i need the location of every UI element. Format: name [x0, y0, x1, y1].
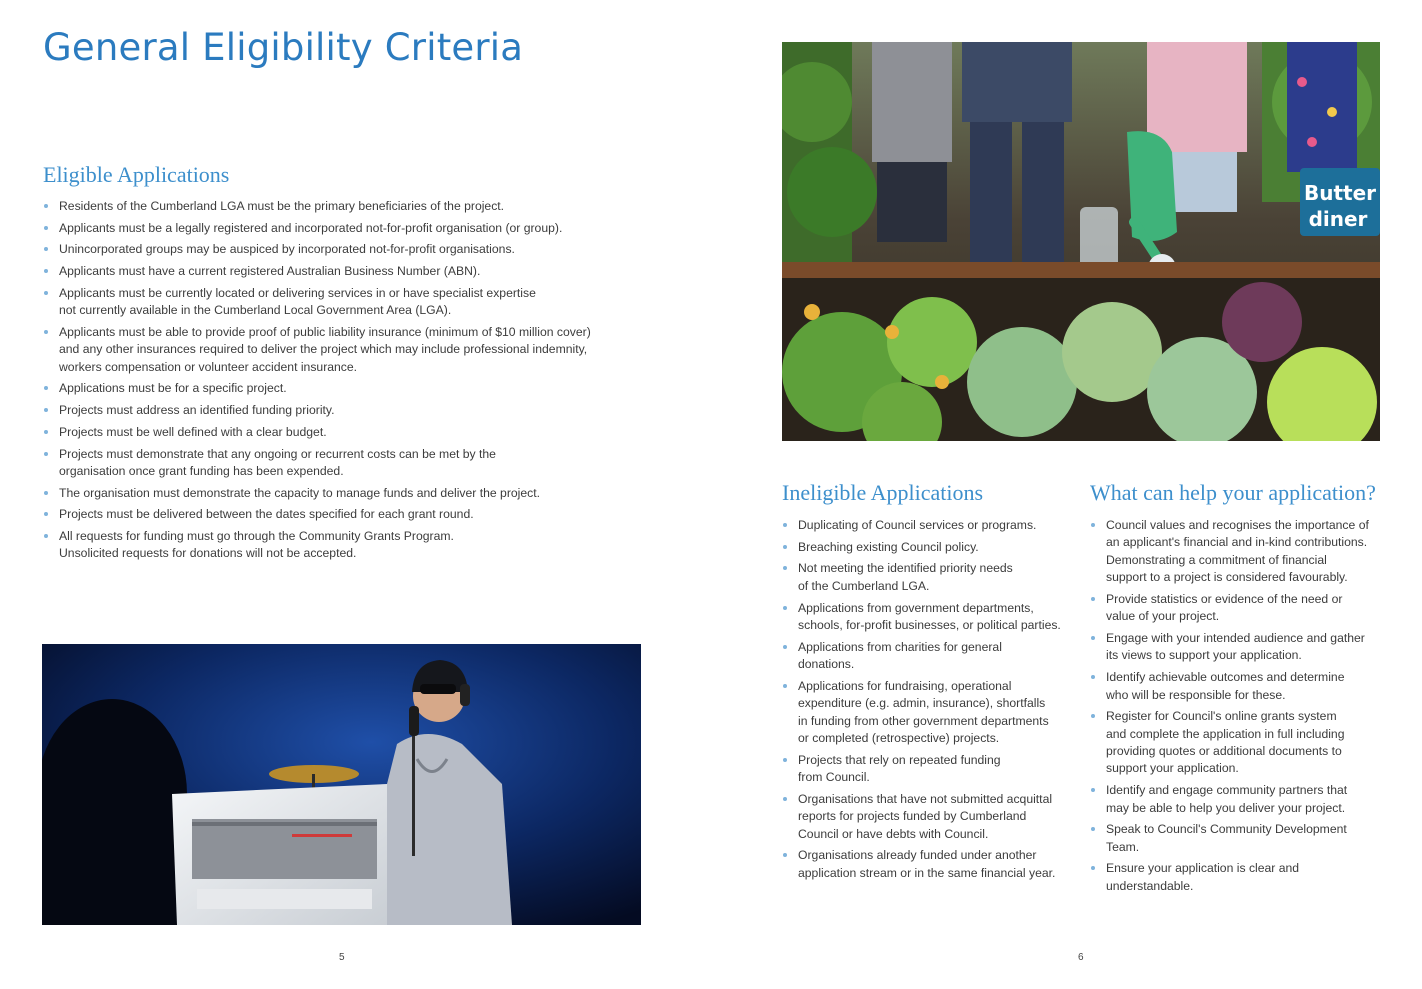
ineligible-applications-heading: Ineligible Applications [782, 480, 984, 505]
list-item: Speak to Council's Community Development Team. [1090, 821, 1390, 856]
list-item: Applicants must have a current registered Australian Business Number (ABN). [43, 263, 633, 280]
community-garden-illustration [782, 42, 1380, 441]
page-number-left: 5 [339, 952, 345, 963]
list-item: Projects that rely on repeated funding from Council. [782, 752, 1082, 787]
list-item: Duplicating of Council services or programs. [782, 517, 1082, 534]
list-item: Projects must demonstrate that any ongoing or recurrent costs can be met by the organisation once grant funding has been expended. [43, 446, 633, 481]
list-item: Applicants must be a legally registered and incorporated not-for-profit organisation (or group). [43, 220, 633, 237]
page-number-right: 6 [1078, 952, 1084, 963]
list-item: Ensure your application is clear and understandable. [1090, 860, 1390, 895]
list-item: Identify achievable outcomes and determine who will be responsible for these. [1090, 669, 1390, 704]
list-item: Applications for fundraising, operational expenditure (e.g. admin, insurance), shortfalls in funding from other government departments or completed (retrospective) projects. [782, 678, 1082, 748]
application-help-list [1090, 517, 1390, 895]
list-item: Projects must be well defined with a clear budget. [43, 424, 633, 441]
list-item: Organisations already funded under another application stream or in the same financial year. [782, 847, 1082, 882]
ineligible-applications-section [782, 480, 1082, 886]
list-item: Provide statistics or evidence of the need or value of your project. [1090, 591, 1390, 626]
eligible-applications-list [43, 198, 633, 563]
eligible-applications-section [43, 162, 633, 567]
application-help-heading: What can help your application? [1090, 480, 1376, 505]
list-item: Register for Council's online grants system and complete the application in full including providing quotes or additional documents to support your application. [1090, 708, 1390, 778]
list-item: Engage with your intended audience and gather its views to support your application. [1090, 630, 1390, 665]
list-item: Applications must be for a specific project. [43, 380, 633, 397]
ineligible-applications-list [782, 517, 1082, 882]
list-item: Projects must address an identified funding priority. [43, 402, 633, 419]
list-item: Not meeting the identified priority needs of the Cumberland LGA. [782, 560, 1082, 595]
list-item: Breaching existing Council policy. [782, 539, 1082, 556]
list-item: Council values and recognises the importance of an applicant's financial and in-kind contributions. Demonstrating a commitment of financial support to a project is considered favourably. [1090, 517, 1390, 587]
page-title: General Eligibility Criteria [43, 26, 524, 69]
community-garden-photo [782, 42, 1380, 441]
list-item: All requests for funding must go through the Community Grants Program. Unsolicited requests for donations will not be accepted. [43, 528, 633, 563]
garden-sign-line2: diner [1308, 207, 1368, 231]
list-item: Applications from government departments, schools, for-profit businesses, or political parties. [782, 600, 1082, 635]
list-item: Unincorporated groups may be auspiced by incorporated not-for-profit organisations. [43, 241, 633, 258]
eligible-applications-heading: Eligible Applications [43, 162, 230, 187]
recording-studio-illustration [42, 644, 641, 925]
list-item: Applicants must be able to provide proof of public liability insurance (minimum of $10 million cover) and any other insurances required to deliver the project which may include professional indemnity, workers compensation or volunteer accident insurance. [43, 324, 633, 376]
application-help-section [1090, 480, 1390, 900]
recording-studio-photo [42, 644, 641, 925]
garden-sign-line1: Butter [1303, 181, 1377, 205]
list-item: Applicants must be currently located or delivering services in or have specialist expertise not currently available in the Cumberland Local Government Area (LGA). [43, 285, 633, 320]
list-item: The organisation must demonstrate the capacity to manage funds and deliver the project. [43, 485, 633, 502]
list-item: Applications from charities for general donations. [782, 639, 1082, 674]
list-item: Residents of the Cumberland LGA must be the primary beneficiaries of the project. [43, 198, 633, 215]
list-item: Projects must be delivered between the dates specified for each grant round. [43, 506, 633, 523]
list-item: Identify and engage community partners that may be able to help you deliver your project. [1090, 782, 1390, 817]
list-item: Organisations that have not submitted acquittal reports for projects funded by Cumberland Council or have debts with Council. [782, 791, 1082, 843]
